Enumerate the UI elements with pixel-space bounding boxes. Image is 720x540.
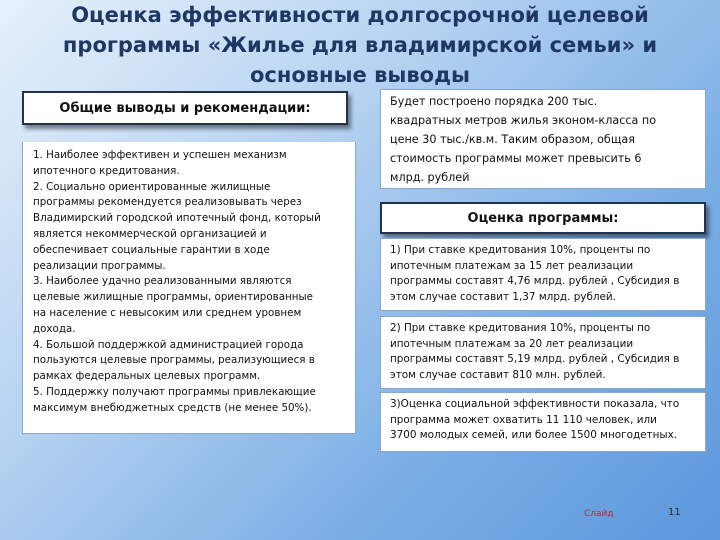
conclusions-line: пользуются целевые программы, реализующиеся в bbox=[33, 354, 315, 367]
evaluation-header-label: Оценка программы: bbox=[467, 210, 619, 226]
conclusions-line: дохода. bbox=[33, 322, 76, 335]
conclusions-line: целевые жилищные программы, ориентированные bbox=[33, 291, 313, 304]
conclusions-line: Владимирский городской ипотечный фонд, который bbox=[33, 212, 321, 225]
evaluation-line: этом случае составит 810 млн. рублей. bbox=[390, 368, 606, 381]
evaluation-line: 3)Оценка социальной эффективности показала, что bbox=[390, 398, 680, 410]
evaluation-line: 2) При ставке кредитования 10%, проценты по bbox=[390, 322, 651, 334]
conclusions-line: 1. Наиболее эффективен и успешен механизм bbox=[33, 149, 287, 161]
slide-number: 11 bbox=[668, 507, 681, 518]
cost-summary-line: млрд. рублей bbox=[390, 171, 470, 184]
cost-summary-panel bbox=[380, 89, 706, 189]
slide-title-line-1: Оценка эффективности долгосрочной целевой bbox=[71, 3, 649, 27]
conclusions-line: является некоммерческой организацией и bbox=[33, 227, 267, 240]
slide-title-line-2: программы «Жилье для владимирской семьи» и bbox=[62, 33, 658, 57]
conclusions-line: 5. Поддержку получают программы привлекающие bbox=[33, 385, 316, 398]
conclusions-line: обеспечивает социальные гарантии в ходе bbox=[33, 243, 270, 256]
conclusions-line: 4. Большой поддержкой администрацией города bbox=[33, 338, 304, 351]
conclusions-line: максимум внебюджетных средств (не менее 50%). bbox=[33, 401, 312, 414]
evaluation-line: 1) При ставке кредитования 10%, проценты по bbox=[390, 244, 651, 256]
conclusions-line: 2. Социально ориентированные жилищные bbox=[33, 180, 271, 193]
evaluation-item-2 bbox=[380, 316, 706, 389]
slide-label: Слайд bbox=[584, 509, 614, 519]
conclusions-line: программы рекомендуется реализовывать через bbox=[33, 196, 302, 209]
evaluation-header bbox=[380, 202, 706, 234]
evaluation-line: программа может охватить 11 110 человек, или bbox=[390, 413, 657, 426]
conclusions-line: ипотечного кредитования. bbox=[33, 164, 180, 177]
cost-summary-line: квадратных метров жилья эконом-класса по bbox=[390, 114, 657, 127]
evaluation-line: 3700 молодых семей, или более 1500 многодетных. bbox=[390, 429, 678, 442]
conclusions-header-label: Общие выводы и рекомендации: bbox=[59, 100, 311, 116]
slide-title-line-3: основные выводы bbox=[249, 63, 471, 87]
conclusions-line: 3. Наиболее удачно реализованными являются bbox=[33, 275, 292, 288]
evaluation-line: ипотечным платежам за 20 лет реализации bbox=[390, 337, 634, 350]
conclusions-panel bbox=[22, 142, 356, 434]
slide-title bbox=[20, 0, 700, 90]
cost-summary-line: стоимость программы может превысить 6 bbox=[390, 152, 642, 165]
evaluation-item-3 bbox=[380, 392, 706, 452]
cost-summary-line: Будет построено порядка 200 тыс. bbox=[390, 95, 598, 108]
conclusions-line: на население с невысоким или среднем уровнем bbox=[33, 306, 302, 319]
cost-summary-line: цене 30 тыс./кв.м. Таким образом, общая bbox=[390, 133, 635, 146]
evaluation-line: ипотечным платежам за 15 лет реализации bbox=[390, 259, 634, 272]
evaluation-item-1 bbox=[380, 238, 706, 311]
evaluation-line: этом случае составит 1,37 млрд. рублей. bbox=[390, 290, 616, 303]
conclusions-line: реализации программы. bbox=[33, 259, 166, 272]
evaluation-line: программы составят 5,19 млрд. рублей , Субсидия в bbox=[390, 353, 680, 366]
conclusions-header bbox=[22, 91, 348, 125]
evaluation-line: программы составят 4,76 млрд. рублей , Субсидия в bbox=[390, 275, 680, 288]
conclusions-line: рамках федеральных целевых программ. bbox=[33, 370, 261, 383]
